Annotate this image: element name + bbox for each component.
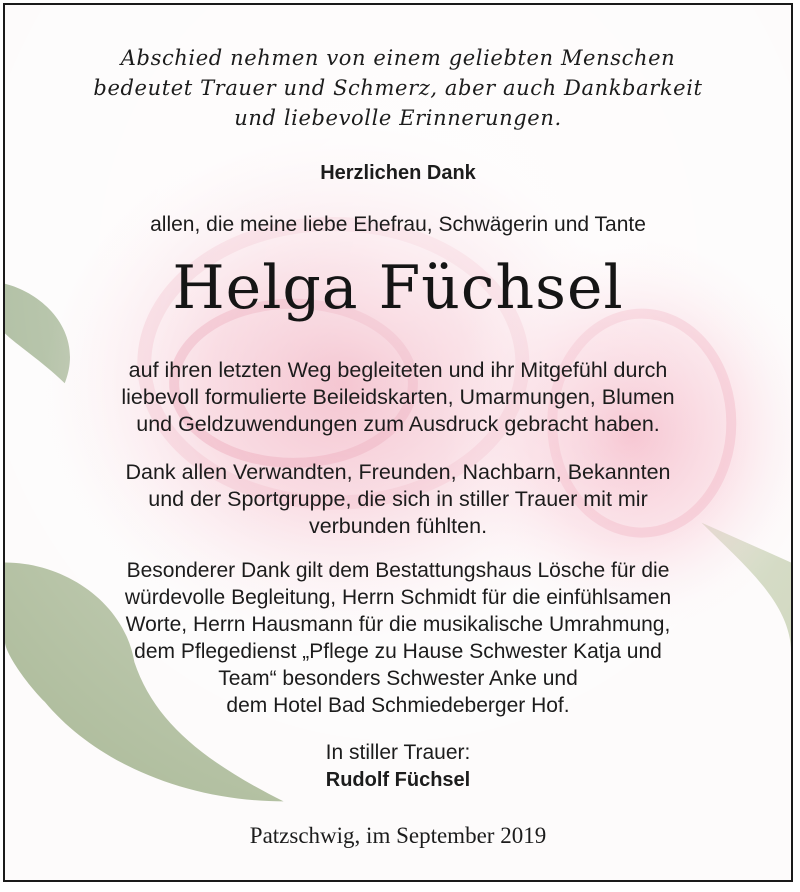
paragraph-line: dem Hotel Bad Schmiedeberger Hof. [226, 694, 570, 717]
intro-line: allen, die meine liebe Ehefrau, Schwägerin und Tante [150, 213, 646, 236]
quote-line: und liebevolle Erinnerungen. [234, 106, 562, 130]
deceased-name: Helga Füchsel [172, 253, 624, 323]
paragraph-line: Besonderer Dank gilt dem Bestattungshaus Lösche für die [126, 559, 670, 582]
paragraph-line: würdevolle Begleitung, Herrn Schmidt für die einfühlsamen [124, 586, 672, 609]
paragraph-line: verbunden fühlten. [308, 514, 488, 538]
paragraph-line: und Geldzuwendungen zum Ausdruck gebracht haben. [136, 412, 660, 436]
paragraph-farewell [25, 357, 771, 438]
obituary-card [3, 3, 793, 882]
paragraph-line: dem Pflegedienst „Pflege zu Hause Schwester Katja und [134, 640, 662, 663]
paragraph-relatives [25, 459, 771, 540]
paragraph-line: und der Sportgruppe, die sich in stiller Trauer mit mir [148, 487, 648, 511]
quote-line: Abschied nehmen von einem geliebten Menschen [120, 46, 676, 70]
place-date: Patzschwig, im September 2019 [249, 823, 547, 848]
paragraph-line: auf ihren letzten Weg begleiteten und ihr Mitgefühl durch [128, 358, 668, 382]
paragraph-line: Dank allen Verwandten, Freunden, Nachbarn, Bekannten [125, 460, 671, 484]
opening-quote [45, 43, 751, 133]
paragraph-special-thanks [25, 557, 771, 719]
heading-thanks: Herzlichen Dank [320, 162, 476, 184]
paragraph-line: Team“ besonders Schwester Anke und [218, 667, 578, 690]
quote-line: bedeutet Trauer und Schmerz, aber auch Dankbarkeit [93, 76, 703, 100]
paragraph-line: Worte, Herrn Hausmann für die musikalische Umrahmung, [125, 613, 671, 636]
paragraph-line: liebevoll formulierte Beileidskarten, Umarmungen, Blumen [121, 385, 675, 409]
signature-label: In stiller Trauer: [325, 741, 471, 764]
signature-name: Rudolf Füchsel [325, 769, 471, 791]
